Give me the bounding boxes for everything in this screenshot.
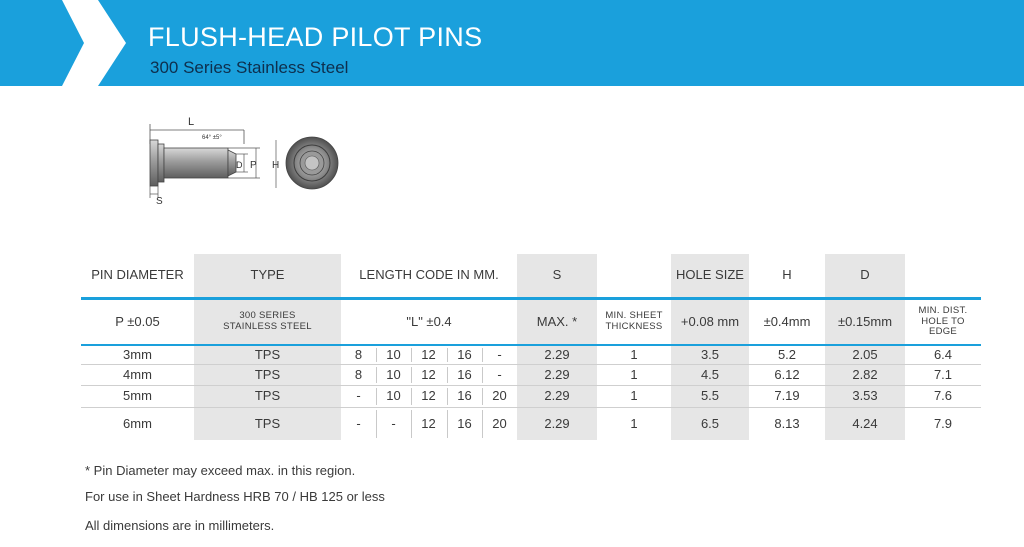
header-type: TYPE: [250, 267, 285, 283]
header-pin-diameter: PIN DIAMETER: [91, 267, 184, 283]
cell-pin-diameter: 6mm: [123, 415, 152, 431]
length-separator: [447, 348, 448, 362]
cell-h: 5.2: [777, 346, 797, 362]
length-separator: [376, 367, 377, 383]
cell-length-code: 16: [457, 415, 472, 431]
label-d: D: [236, 160, 243, 170]
cell-min-sheet: 1: [630, 366, 638, 382]
cell-min-dist: 7.1: [933, 366, 953, 382]
header-s: S: [552, 267, 562, 283]
length-separator: [376, 410, 377, 438]
cell-length-code: 10: [386, 346, 401, 362]
length-separator: [376, 388, 377, 405]
header-length-code: LENGTH CODE IN MM.: [359, 267, 499, 283]
cell-s-max: 2.29: [544, 415, 570, 431]
pin-technical-drawing: [136, 110, 356, 206]
cell-length-code: 12: [421, 346, 436, 362]
header-series: 300 SERIES STAINLESS STEEL: [223, 310, 312, 332]
cell-length-code: 10: [386, 366, 401, 382]
length-separator: [447, 388, 448, 405]
label-s: S: [156, 196, 163, 206]
length-separator: [447, 367, 448, 383]
cell-type: TPS: [254, 388, 281, 404]
length-separator: [482, 388, 483, 405]
cell-length-code: 8: [354, 366, 363, 382]
header-hole-size: HOLE SIZE: [676, 267, 744, 283]
page-title: FLUSH-HEAD PILOT PINS: [148, 22, 483, 52]
cell-min-sheet: 1: [630, 388, 638, 404]
length-separator: [447, 410, 448, 438]
cell-min-sheet: 1: [630, 346, 638, 362]
cell-length-code: 16: [457, 366, 472, 382]
cell-s-max: 2.29: [544, 346, 570, 362]
label-p: P: [250, 160, 257, 171]
note-dimensions: All dimensions are in millimeters.: [85, 518, 275, 533]
note-pin-diameter: * Pin Diameter may exceed max. in this region.: [85, 463, 356, 478]
cell-s-max: 2.29: [544, 388, 570, 404]
cell-length-code: 10: [386, 388, 401, 404]
cell-type: TPS: [254, 366, 281, 382]
header-d: D: [860, 267, 870, 283]
header-min-dist: MIN. DIST. HOLE TO EDGE: [918, 304, 968, 338]
cell-d: 2.82: [852, 366, 878, 382]
length-separator: [482, 410, 483, 438]
cell-h: 8.13: [774, 415, 800, 431]
cell-s-max: 2.29: [544, 366, 570, 382]
header-d-tolerance: ±0.15mm: [837, 313, 893, 329]
cell-length-code: 20: [492, 415, 507, 431]
length-separator: [411, 367, 412, 383]
cell-length-code: 16: [457, 346, 472, 362]
cell-min-dist: 7.9: [933, 415, 953, 431]
header-hole-tolerance: +0.08 mm: [680, 313, 740, 329]
cell-h: 6.12: [774, 366, 800, 382]
label-angle: 64° ±5°: [202, 135, 222, 141]
cell-hole-size: 3.5: [700, 346, 720, 362]
header-h-tolerance: ±0.4mm: [763, 313, 811, 329]
header-min-sheet: MIN. SHEET THICKNESS: [605, 310, 663, 332]
specification-table: [81, 254, 981, 440]
cell-d: 3.53: [852, 388, 878, 404]
cell-d: 2.05: [852, 346, 878, 362]
cell-type: TPS: [254, 415, 281, 431]
cell-length-code: 12: [421, 415, 436, 431]
cell-length-code: -: [497, 366, 502, 382]
cell-length-code: 20: [492, 388, 507, 404]
cell-length-code: -: [356, 415, 361, 431]
cell-hole-size: 6.5: [700, 415, 720, 431]
length-separator: [411, 348, 412, 362]
cell-pin-diameter: 3mm: [123, 346, 152, 362]
cell-length-code: 12: [421, 388, 436, 404]
cell-length-code: 12: [421, 366, 436, 382]
length-separator: [411, 388, 412, 405]
cell-min-dist: 7.6: [933, 388, 953, 404]
label-h: H: [272, 160, 280, 171]
cell-type: TPS: [254, 346, 281, 362]
cell-d: 4.24: [852, 415, 878, 431]
header-p-tolerance: P ±0.05: [115, 313, 160, 329]
cell-length-code: -: [391, 415, 396, 431]
header-s-max: MAX. *: [536, 313, 578, 329]
header-l-tolerance: "L" ±0.4: [406, 313, 452, 329]
page-subtitle: 300 Series Stainless Steel: [150, 58, 349, 77]
length-separator: [411, 410, 412, 438]
length-separator: [376, 348, 377, 362]
cell-length-code: -: [497, 346, 502, 362]
cell-hole-size: 5.5: [700, 388, 720, 404]
header-h: H: [782, 267, 792, 283]
cell-h: 7.19: [774, 388, 800, 404]
cell-length-code: -: [356, 388, 361, 404]
cell-min-dist: 6.4: [933, 346, 953, 362]
cell-pin-diameter: 4mm: [123, 366, 152, 382]
cell-length-code: 16: [457, 388, 472, 404]
length-separator: [482, 367, 483, 383]
note-sheet-hardness: For use in Sheet Hardness HRB 70 / HB 125 or less: [85, 489, 385, 504]
label-l: L: [188, 116, 195, 128]
cell-hole-size: 4.5: [700, 366, 720, 382]
cell-length-code: 8: [354, 346, 363, 362]
length-separator: [482, 348, 483, 362]
cell-pin-diameter: 5mm: [123, 388, 152, 404]
cell-min-sheet: 1: [630, 415, 638, 431]
